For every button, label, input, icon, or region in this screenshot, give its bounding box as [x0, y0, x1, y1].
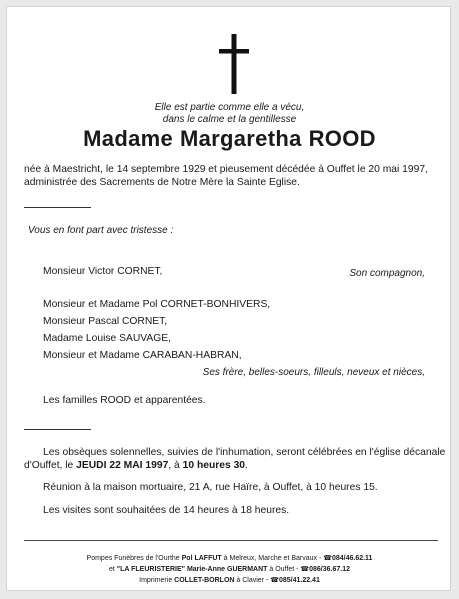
footer-text: Imprimerie — [139, 577, 175, 584]
announcement-intro: Vous en font part avec tristesse : — [28, 225, 174, 236]
funeral-date: JEUDI 22 MAI 1997 — [76, 460, 169, 471]
death-notice-card — [6, 6, 451, 591]
footer-text: Pompes Funèbres de l'Ourthe — [86, 555, 182, 562]
mourner-name: Monsieur Pascal CORNET, — [43, 316, 168, 327]
deceased-name — [7, 126, 452, 152]
funeral-time: 10 heures 30 — [182, 460, 246, 471]
families-line: Les familles ROOD et apparentées. — [43, 395, 206, 406]
deceased-surname: ROOD — [308, 126, 376, 151]
mourner-name: Monsieur et Madame CARABAN-HABRAN, — [43, 350, 242, 361]
motto-line-2: dans le calme et la gentillesse — [162, 114, 297, 125]
divider-short-bottom — [24, 429, 91, 430]
footer-phone: ☎085/41.22.41 — [270, 577, 320, 584]
footer-text: à Melreux, Marche et Barvaux - — [221, 555, 324, 562]
funeral-connector: , à — [168, 460, 183, 471]
mourner-group-relation: Ses frère, belles-soeurs, filleuls, neveux et nièces, — [202, 367, 425, 378]
footer-text: à Clavier - — [234, 577, 271, 584]
deceased-title: Madame — [83, 126, 174, 151]
funeral-period: . — [245, 460, 248, 471]
mourner-partner: Monsieur Victor CORNET, — [43, 266, 163, 277]
funeral-line-2 — [24, 460, 248, 471]
birth-death-line-2: administrée des Sacrements de Notre Mère la Sainte Eglise. — [24, 177, 300, 188]
footer-company: Pol LAFFUT — [181, 555, 222, 562]
mourner-partner-relation: Son compagnon, — [349, 268, 425, 279]
footer-text: à Ouffet - — [267, 566, 301, 573]
footer-phone: ☎084/46.62.11 — [323, 555, 373, 562]
visiting-hours-line: Les visites sont souhaitées de 14 heures à 18 heures. — [43, 505, 290, 516]
motto-line-1: Elle est partie comme elle a vécu, — [154, 102, 305, 113]
funeral-line-1: Les obsèques solennelles, suivies de l'inhumation, seront célébrées en l'église décanale — [43, 447, 446, 458]
mourner-name: Monsieur et Madame Pol CORNET-BONHIVERS, — [43, 299, 271, 310]
footer-phone: ☎086/36.67.12 — [300, 566, 350, 573]
footer-printer-line — [7, 576, 452, 584]
reunion-line: Réunion à la maison mortuaire, 21 A, rue Haïre, à Ouffet, à 10 heures 15. — [43, 482, 378, 493]
footer-undertaker-line — [7, 554, 452, 562]
mourner-name: Madame Louise SAUVAGE, — [43, 333, 172, 344]
footer-text: et — [108, 566, 117, 573]
funeral-location-text: d'Ouffet, le — [24, 460, 77, 471]
divider-short-top — [24, 207, 91, 208]
birth-death-line-1: née à Maestricht, le 14 septembre 1929 et pieusement décédée à Ouffet le 20 mai 1997, — [24, 164, 428, 175]
footer-florist-line — [7, 565, 452, 573]
footer-divider — [24, 540, 438, 541]
latin-cross-icon — [219, 34, 249, 94]
footer-company: "LA FLEURISTERIE" Marie-Anne GUERMANT — [116, 566, 268, 573]
footer-company: COLLET-BORLON — [174, 577, 235, 584]
deceased-given-name: Margaretha — [180, 126, 302, 151]
